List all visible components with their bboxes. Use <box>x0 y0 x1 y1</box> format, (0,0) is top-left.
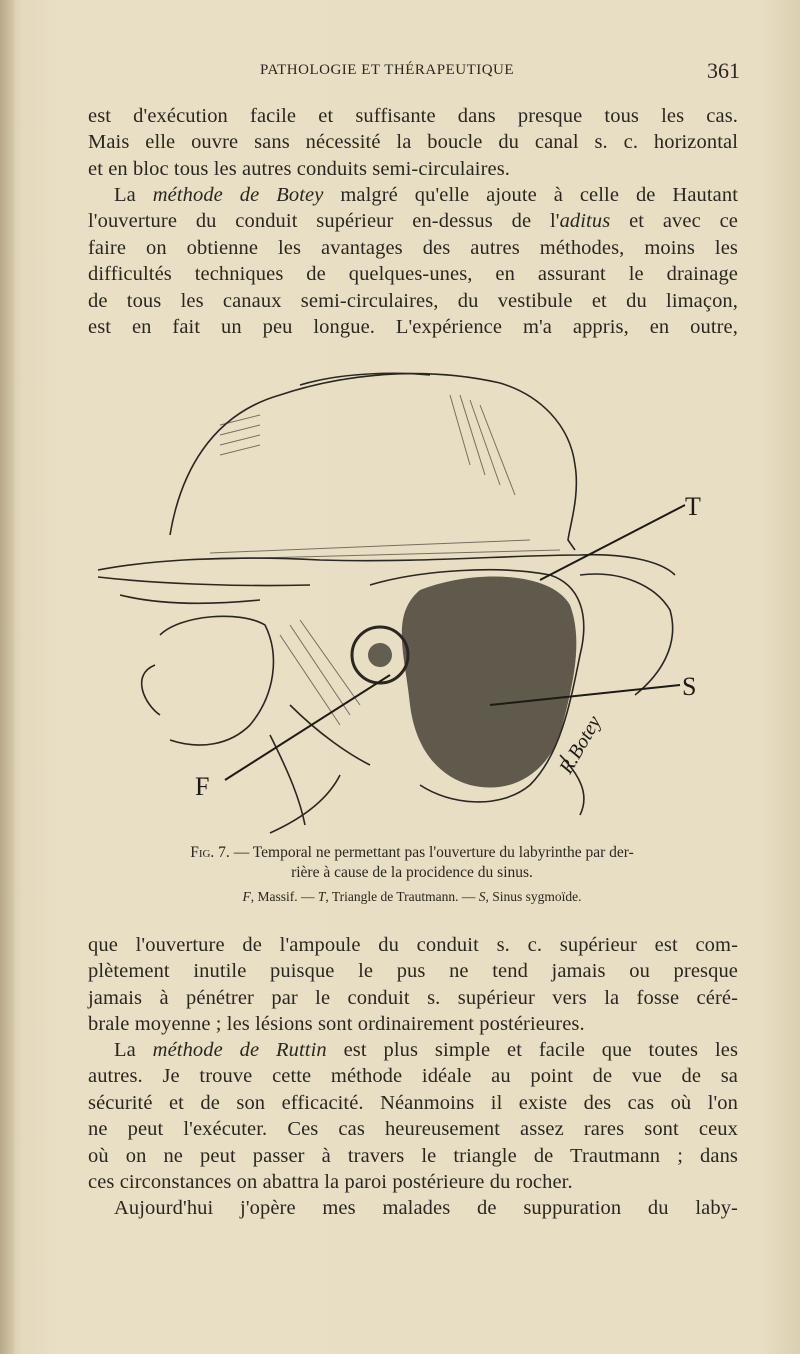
text-line: ne peut l'exécuter. Ces cas heureusement assez rares sont ceux <box>88 1118 738 1141</box>
text-line: brale moyenne ; les lésions sont ordinairement postérieures. <box>88 1013 585 1036</box>
text-line: que l'ouverture de l'ampoule du conduit s. c. supérieur est com- <box>88 934 738 956</box>
paragraph-3 <box>88 932 738 1038</box>
italic-aditus: aditus <box>559 210 611 233</box>
text-line: est en fait un peu longue. L'expérience m'a appris, en outre, <box>88 316 738 339</box>
paragraph-1 <box>88 103 738 182</box>
figure-legend: F, Massif. — T, Triangle de Trautmann. — S, Sinus sygmoïde. <box>242 889 582 904</box>
text-line: Mais elle ouvre sans nécessité la boucle du canal s. c. horizontal <box>88 131 738 154</box>
caption-fig-number: Fig. 7. <box>190 844 230 861</box>
text-line: Aujourd'hui j'opère mes malades de suppuration du laby- <box>114 1197 738 1219</box>
text-line: sécurité et de son efficacité. Néanmoins il existe des cas où l'on <box>88 1091 738 1114</box>
caption-line: Fig. 7. — Temporal ne permettant pas l'ouverture du labyrinthe par der- <box>190 844 634 861</box>
paragraph-5 <box>88 1195 738 1221</box>
caption-line: rière à cause de la procidence du sinus. <box>291 864 533 881</box>
label-S: S <box>682 672 697 701</box>
text-line: La méthode de Ruttin est plus simple et facile que toutes les <box>114 1039 739 1061</box>
page-header <box>90 58 740 88</box>
page-number: 361 <box>707 58 740 83</box>
artist-signature: R.Botey <box>555 712 606 778</box>
text-line: La méthode de Botey malgré qu'elle ajoute à celle de Hautant <box>114 184 739 206</box>
text-line: l'ouverture du conduit supérieur en-dessus de l'aditus et avec ce <box>88 210 738 233</box>
italic-method-botey: méthode de Botey <box>152 184 324 206</box>
figure-caption <box>82 843 742 883</box>
text-line: difficultés techniques de quelques-unes, en assurant le drainage <box>88 263 738 286</box>
text-line: est d'exécution facile et suffisante dans presque tous les cas. <box>88 105 738 127</box>
label-T: T <box>685 492 701 521</box>
ampulla-core <box>368 643 392 667</box>
bone-outline <box>98 373 675 833</box>
text-line: faire on obtienne les avantages des autres méthodes, moins les <box>88 236 738 259</box>
page-spine-shadow <box>0 0 14 1354</box>
running-head: PATHOLOGIE ET THÉRAPEUTIQUE <box>260 62 515 78</box>
text-line: où on ne peut passer à travers le triangle de Trautmann ; dans <box>88 1144 738 1167</box>
temporal-bone-illustration <box>90 355 720 840</box>
paragraph-4 <box>88 1037 738 1195</box>
text-line: plètement inutile puisque le pus ne tend jamais ou presque <box>88 960 738 983</box>
text-line: et en bloc tous les autres conduits semi-circulaires. <box>88 157 511 180</box>
text-line: ces circonstances on abattra la paroi postérieure du rocher. <box>88 1171 573 1194</box>
paragraph-2 <box>88 182 738 340</box>
label-F: F <box>195 772 210 801</box>
italic-method-ruttin: méthode de Ruttin <box>152 1039 327 1061</box>
text-line: jamais à pénétrer par le conduit s. supérieur vers la fosse céré- <box>88 986 738 1009</box>
text-line: de tous les canaux semi-circulaires, du vestibule et du limaçon, <box>88 289 738 312</box>
text-line: autres. Je trouve cette méthode idéale au point de vue de sa <box>88 1065 738 1088</box>
